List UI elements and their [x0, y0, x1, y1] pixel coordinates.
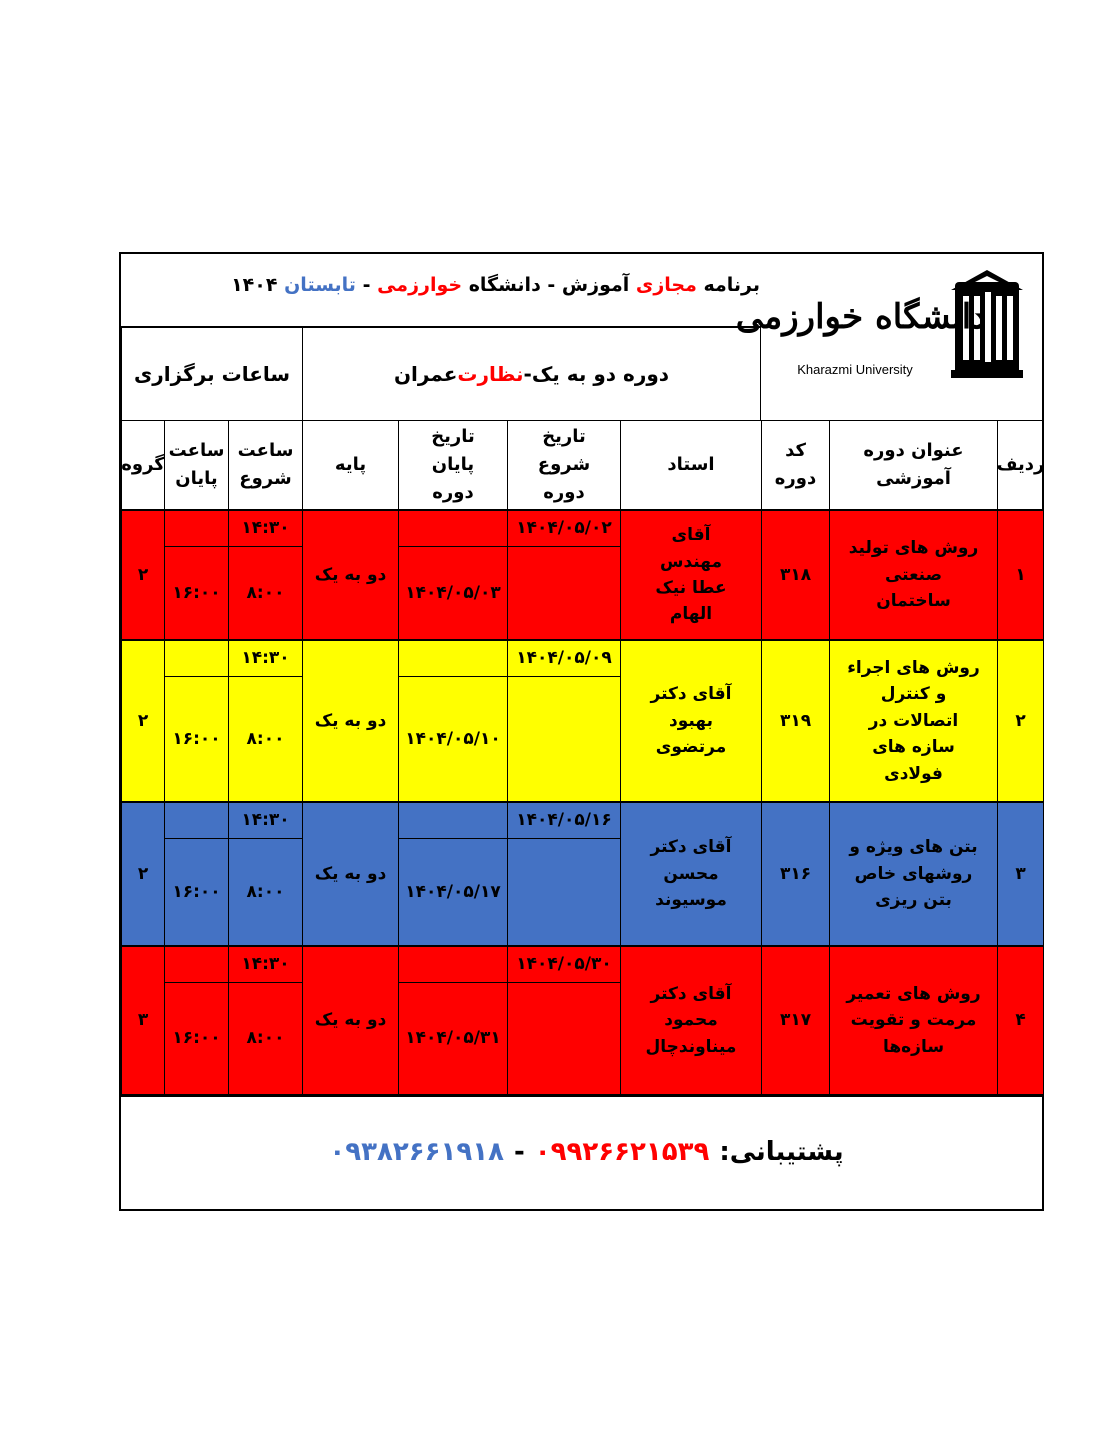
cell-end-date-empty	[398, 946, 508, 983]
cell-start-date: ۱۴۰۴/۰۵/۳۰	[507, 946, 621, 983]
cell-teacher: آقای مهندس عطا نیک الهام	[620, 510, 762, 640]
cell-start-time-afternoon: ۱۴:۳۰	[228, 640, 303, 677]
cell-end-time: ۱۶:۰۰	[164, 982, 229, 1095]
cell-course-title: روش های اجراء و کنترل اتصالات در سازه های فولادی	[829, 640, 998, 802]
cell-end-date: ۱۴۰۴/۰۵/۰۳	[398, 546, 508, 640]
support-separator: -	[513, 1137, 525, 1167]
cell-end-time-empty	[164, 510, 229, 547]
cell-end-time-empty	[164, 640, 229, 677]
cell-base: دو به یک	[302, 640, 399, 802]
cell-end-date: ۱۴۰۴/۰۵/۳۱	[398, 982, 508, 1095]
title-highlight-university: خوارزمی	[377, 274, 463, 296]
cell-course-code: ۳۱۸	[761, 510, 830, 640]
course-title-part3: عمران	[393, 361, 458, 386]
col-header-title: عنوان دوره آموزشی	[829, 420, 998, 510]
cell-course-code: ۳۱۷	[761, 946, 830, 1095]
hours-title: ساعات برگزاری	[121, 327, 303, 421]
cell-start-time-afternoon: ۱۴:۳۰	[228, 510, 303, 547]
course-title	[302, 327, 761, 421]
col-header-code: کد دوره	[761, 420, 830, 510]
col-header-end-date: تاریخ پایان دوره	[398, 420, 508, 510]
cell-end-time: ۱۶:۰۰	[164, 546, 229, 640]
cell-course-title: بتن های ویژه و روشهای خاص بتن ریزی	[829, 802, 998, 946]
cell-start-time-morning: ۸:۰۰	[228, 546, 303, 640]
support-phone-2[interactable]: ۰۹۳۸۲۶۶۱۹۱۸	[329, 1137, 504, 1167]
support-divider	[121, 1095, 1042, 1097]
title-year: ۱۴۰۴	[231, 274, 278, 296]
col-header-radif: ردیف	[997, 420, 1044, 510]
cell-start-time-morning: ۸:۰۰	[228, 982, 303, 1095]
support-label: پشتیبانی:	[719, 1137, 844, 1167]
title-highlight-season: تابستان	[284, 274, 356, 296]
cell-base: دو به یک	[302, 802, 399, 946]
page-title	[200, 274, 760, 296]
col-header-end-time: ساعت پایان	[164, 420, 229, 510]
university-logo	[735, 262, 1043, 422]
cell-radif: ۱	[997, 510, 1044, 640]
cell-group: ۲	[121, 802, 165, 946]
support-line	[121, 1095, 1042, 1209]
title-part: آموزش - دانشگاه	[468, 274, 630, 296]
cell-group: ۲	[121, 510, 165, 640]
cell-course-title: روش های تولید صنعتی ساختمان	[829, 510, 998, 640]
cell-group: ۳	[121, 946, 165, 1095]
cell-course-code: ۳۱۶	[761, 802, 830, 946]
cell-end-time: ۱۶:۰۰	[164, 676, 229, 802]
cell-start-time-morning: ۸:۰۰	[228, 676, 303, 802]
col-header-teacher: استاد	[620, 420, 762, 510]
title-highlight-virtual: مجازی	[635, 274, 697, 296]
col-header-start-date: تاریخ شروع دوره	[507, 420, 621, 510]
cell-radif: ۳	[997, 802, 1044, 946]
cell-course-title: روش های تعمیر مرمت و تقویت سازه‌ها	[829, 946, 998, 1095]
cell-end-time: ۱۶:۰۰	[164, 838, 229, 946]
cell-radif: ۲	[997, 640, 1044, 802]
cell-end-date: ۱۴۰۴/۰۵/۱۷	[398, 838, 508, 946]
cell-start-date-empty	[507, 546, 621, 640]
logo-emblem-icon	[735, 262, 1043, 422]
cell-start-date-empty	[507, 982, 621, 1095]
cell-base: دو به یک	[302, 510, 399, 640]
cell-teacher: آقای دکتر محمود میناوندچال	[620, 946, 762, 1095]
cell-end-date-empty	[398, 510, 508, 547]
col-header-start-time: ساعت شروع	[228, 420, 303, 510]
title-part: برنامه	[703, 274, 760, 296]
cell-end-time-empty	[164, 802, 229, 839]
cell-end-date-empty	[398, 802, 508, 839]
cell-start-time-morning: ۸:۰۰	[228, 838, 303, 946]
cell-base: دو به یک	[302, 946, 399, 1095]
cell-start-date: ۱۴۰۴/۰۵/۰۲	[507, 510, 621, 547]
cell-start-time-afternoon: ۱۴:۳۰	[228, 946, 303, 983]
cell-start-time-afternoon: ۱۴:۳۰	[228, 802, 303, 839]
cell-end-date: ۱۴۰۴/۰۵/۱۰	[398, 676, 508, 802]
cell-start-date-empty	[507, 838, 621, 946]
col-header-base: پایه	[302, 420, 399, 510]
logo-english-text: Kharazmi University	[797, 362, 913, 377]
cell-start-date-empty	[507, 676, 621, 802]
col-header-group: گروه	[121, 420, 165, 510]
cell-start-date: ۱۴۰۴/۰۵/۱۶	[507, 802, 621, 839]
title-separator: -	[362, 274, 371, 296]
course-title-part1: دوره دو به یک-	[523, 361, 670, 386]
cell-radif: ۴	[997, 946, 1044, 1095]
logo-persian-text: دانشگاه خوارزمی	[735, 297, 987, 337]
support-phone-1[interactable]: ۰۹۹۲۶۶۲۱۵۳۹	[534, 1137, 710, 1167]
cell-end-time-empty	[164, 946, 229, 983]
course-title-highlight: نظارت	[457, 361, 524, 386]
cell-course-code: ۳۱۹	[761, 640, 830, 802]
cell-group: ۲	[121, 640, 165, 802]
cell-end-date-empty	[398, 640, 508, 677]
cell-teacher: آقای دکتر بهبود مرتضوی	[620, 640, 762, 802]
cell-teacher: آقای دکتر محسن موسیوند	[620, 802, 762, 946]
cell-start-date: ۱۴۰۴/۰۵/۰۹	[507, 640, 621, 677]
